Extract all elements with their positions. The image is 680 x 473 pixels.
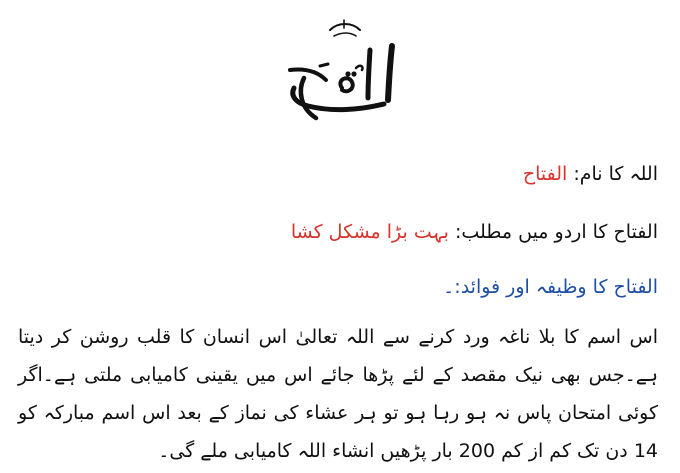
calligraphy-graphic (260, 8, 420, 128)
meaning-line (291, 218, 658, 246)
name-line (523, 160, 658, 188)
meaning-label: الفتاح کا اردو میں مطلب: (454, 221, 658, 243)
section-heading: الفتاح کا وظیفہ اور فوائد:۔ (443, 276, 658, 298)
calligraphy-text (260, 128, 261, 129)
name-value: الفتاح (522, 163, 568, 185)
benefits-paragraph: اس اسم کا بلا ناغہ ورد کرنے سے اللہ تعالیٰ اس انسان کا قلب روشن کر دیتا ہے۔جس بھی نیک مقصد کے لئے پڑھا جائے اس میں یقینی کامیابی ملتی ہے۔اگر کوئی امتحان پاس نہ ہو رہا ہو تو ہر عشاء کی نماز کے بعد اس اسم مبارکہ کو 14 دن تک کم از کم 200 بار پڑھیں انشاء اللہ کامیابی ملے گی۔ (18, 326, 658, 462)
name-label: اللہ کا نام: (573, 163, 658, 185)
al-fattah-calligraphy (260, 8, 420, 128)
meaning-value: بہت بڑا مشکل کشا (290, 221, 449, 243)
